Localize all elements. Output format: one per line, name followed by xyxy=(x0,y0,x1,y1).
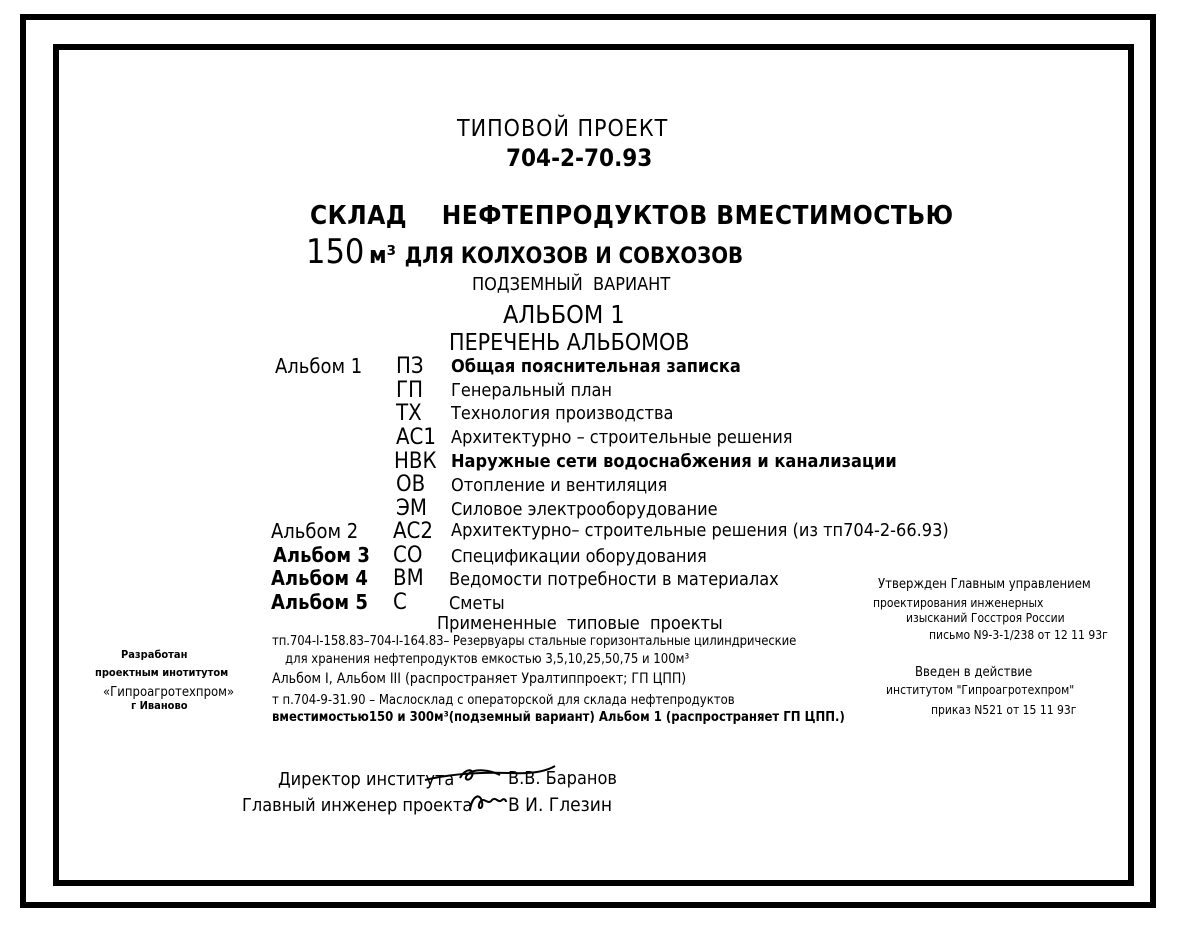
album-row-code: ЭМ xyxy=(396,496,427,521)
title-line2-rest: ДЛЯ КОЛХОЗОВ И СОВХОЗОВ xyxy=(404,244,744,269)
enacted-line2: институтом "Гипроагротехпром" xyxy=(886,683,1075,697)
album-row-code: СО xyxy=(393,543,423,568)
project-number: 704-2-70.93 xyxy=(506,144,653,172)
applied-heading: Примененные типовые проекты xyxy=(437,613,723,634)
album-row-desc: Отопление и вентиляция xyxy=(451,475,668,496)
album-row-code: АС1 xyxy=(396,425,436,450)
title-line1: СКЛАД НЕФТЕПРОДУКТОВ ВМЕСТИМОСТЬЮ xyxy=(310,201,954,231)
developer-line3: «Гипроагротехпром» xyxy=(103,685,235,700)
album-row-desc: Архитектурно – строительные решения xyxy=(451,427,793,448)
albums-heading: ПЕРЕЧЕНЬ АЛЬБОМОВ xyxy=(449,330,690,356)
album-row-desc: Сметы xyxy=(449,593,505,614)
approval-line1: Утвержден Главным управлением xyxy=(878,577,1091,592)
director-name: В.В. Баранов xyxy=(508,768,617,789)
applied-line1: тп.704-I-158.83–704-I-164.83– Резервуары стальные горизонтальные цилиндрические xyxy=(272,634,797,649)
album-row-album: Альбом 2 xyxy=(271,519,359,543)
developer-line1: Разработан xyxy=(121,648,188,661)
album-row-desc: Генеральный план xyxy=(451,380,613,401)
album-row-code: ТХ xyxy=(396,401,422,426)
title-line2 xyxy=(306,232,744,272)
album-row-code: ОВ xyxy=(396,472,426,497)
variant-label: ПОДЗЕМНЫЙ ВАРИАНТ xyxy=(472,274,671,295)
album-row-desc: Архитектурно– строительные решения (из тп704-2-66.93) xyxy=(451,520,949,541)
album-row-album: Альбом 5 xyxy=(271,590,368,614)
album-row-desc: Технология производства xyxy=(451,403,674,424)
approval-line2: проектирования инженерных xyxy=(873,596,1044,610)
album-row-code: НВК xyxy=(394,449,437,474)
album-row-album: Альбом 1 xyxy=(275,354,363,378)
engineer-title: Главный инженер проекта xyxy=(242,795,473,816)
album-row-desc: Наружные сети водоснабжения и канализации xyxy=(451,451,897,472)
enacted-line1: Введен в действие xyxy=(915,665,1033,680)
album-row-code: ПЗ xyxy=(396,354,424,379)
applied-line2: для хранения нефтепродуктов емкостью 3,5,10,25,50,75 и 100м³ xyxy=(285,652,690,667)
approval-line4: письмо N9-3-1/238 от 12 11 93г xyxy=(929,628,1108,642)
developer-line4: г Иваново xyxy=(131,699,188,712)
developer-line2: проектным инотитутом xyxy=(95,666,229,679)
album-row-code: ВМ xyxy=(393,566,424,591)
engineer-name: В И. Глезин xyxy=(508,794,613,816)
album-row-desc: Общая пояснительная записка xyxy=(451,356,741,377)
album-row-code: АС2 xyxy=(393,519,433,544)
engineer-signature-icon xyxy=(466,788,508,816)
album-row-desc: Ведомости потребности в материалах xyxy=(449,569,779,590)
capacity-unit: м³ xyxy=(368,241,397,269)
typical-project-label: ТИПОВОЙ ПРОЕКТ xyxy=(457,116,669,142)
capacity-number: 150 xyxy=(306,232,365,272)
approval-line3: изысканий Госстроя России xyxy=(906,611,1065,625)
album-row-album: Альбом 4 xyxy=(271,566,368,590)
applied-line4: т п.704-9-31.90 – Маслосклад с операторской для склада нефтепродуктов xyxy=(272,693,735,708)
applied-line3: Альбом I, Альбом III (распространяет Уралтиппроект; ГП ЦПП) xyxy=(272,671,687,687)
director-title: Директор института xyxy=(278,769,455,790)
applied-line5: вместимостью150 и 300м³(подземный вариант) Альбом 1 (распространяет ГП ЦПП.) xyxy=(272,710,845,725)
album-row-desc: Спецификации оборудования xyxy=(451,546,707,567)
album-row-code: ГП xyxy=(396,378,423,403)
album-row-album: Альбом 3 xyxy=(273,543,370,567)
enacted-line3: приказ N521 от 15 11 93г xyxy=(931,703,1077,717)
album-row-desc: Силовое электрооборудование xyxy=(451,499,718,520)
album-row-code: С xyxy=(393,590,407,615)
album-label: АЛЬБОМ 1 xyxy=(503,300,625,329)
